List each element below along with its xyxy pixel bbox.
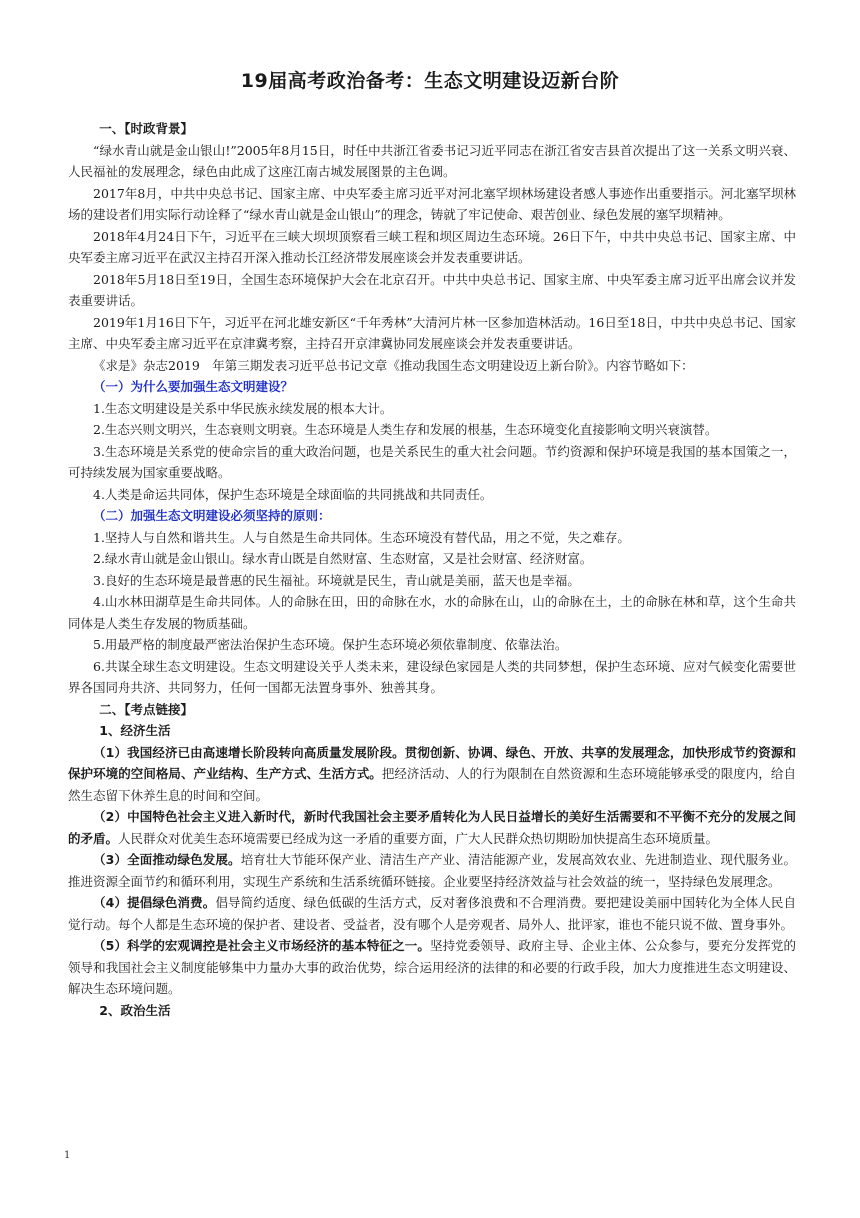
economy-point xyxy=(68,935,796,1000)
economy-point xyxy=(68,892,796,935)
economy-point xyxy=(68,849,796,892)
economy-point-bold: （2）中国特色社会主义进入新时代，新时代我国社会主要矛盾转化为人民日益增长的美好生活需要和不平衡不充分的发展之间的矛盾。 xyxy=(68,809,796,846)
why-item: 1.生态文明建设是关系中华民族永续发展的根本大计。 xyxy=(93,400,393,416)
principle-item: 3.良好的生态环境是最普惠的民生福祉。环境就是民生，青山就是美丽，蓝天也是幸福。 xyxy=(93,572,580,588)
economy-point-bold: （5）科学的宏观调控是社会主义市场经济的基本特征之一。 xyxy=(93,938,431,953)
principle-item: 4.山水林田湖草是生命共同体。人的命脉在田，田的命脉在水，水的命脉在山，山的命脉在土，土的命脉在林和草，这个生命共同体是人类生存发展的物质基础。 xyxy=(68,594,796,631)
section-heading-links: 二、【考点链接】 xyxy=(99,701,194,717)
economy-point-bold: （1）我国经济已由高速增长阶段转向高质量发展阶段。贯彻创新、协调、绿色、开放、共享的发展理念，加快形成节约资源和保护环境的空间格局、产业结构、生产方式、生活方式。 xyxy=(68,744,796,781)
why-item: 2.生态兴则文明兴，生态衰则文明衰。生态环境是人类生存和发展的根基，生态环境变化直接影响文明兴衰演替。 xyxy=(93,422,718,437)
economy-point-text: 倡导简约适度、绿色低碳的生活方式，反对奢侈浪费和不合理消费。要把建设美丽中国转化为全体人民自觉行动。每个人都是生态环境的保护者、建设者、受益者，没有哪个人是旁观者、局外人、批评家，谁也不能只说不做、置身事外。 xyxy=(68,895,796,932)
background-paragraph: 2017年8月，中共中央总书记、国家主席、中央军委主席习近平对河北塞罕坝林场建设者感人事迹作出重要指示。河北塞罕坝林场的建设者们用实际行动诠释了“绿水青山就是金山银山”的理念，铸就了牢记使命、艰苦创业、绿色发展的塞罕坝精神。 xyxy=(68,185,796,222)
subsection-heading-economy: 1、经济生活 xyxy=(99,723,171,738)
background-paragraph: 2019年1月16日下午，习近平在河北雄安新区“千年秀林”大清河片林一区参加造林活动。16日至18日，中共中央总书记、国家主席、中央军委主席习近平在京津冀考察，主持召开京津冀协同发展座谈会并发表重要讲话。 xyxy=(68,314,796,351)
background-paragraph: “绿水青山就是金山银山!”2005年8月15日，时任中共浙江省委书记习近平同志在浙江省安吉县首次提出了这一关系文明兴衰、人民福祉的发展理念，绿色由此成了这座江南古城发展图景的主色调。 xyxy=(68,142,796,179)
economy-point xyxy=(68,806,796,849)
economy-point-bold: （4）提倡绿色消费。 xyxy=(93,895,216,910)
question-heading-why: （一）为什么要加强生态文明建设？ xyxy=(93,379,294,394)
section-heading-background: 一、【时政背景】 xyxy=(99,121,194,136)
why-item: 4.人类是命运共同体，保护生态环境是全球面临的共同挑战和共同责任。 xyxy=(93,486,493,502)
document-body xyxy=(68,118,796,1021)
principle-item: 5.用最严格的制度最严密法治保护生态环境。保护生态环境必须依靠制度、依靠法治。 xyxy=(93,637,568,652)
why-item: 3.生态环境是关系党的使命宗旨的重大政治问题，也是关系民生的重大社会问题。节约资源和保护环境是我国的基本国策之一，可持续发展为国家重要战略。 xyxy=(68,443,796,480)
question-heading-principles: （二）加强生态文明建设必须坚持的原则： xyxy=(93,508,331,523)
principle-item: 2.绿水青山就是金山银山。绿水青山既是自然财富、生态财富，又是社会财富、经济财富。 xyxy=(93,551,593,566)
page-title: 19届高考政治备考：生态文明建设迈新台阶 xyxy=(240,70,620,92)
background-paragraph: 《求是》杂志2019 年第三期发表习近平总书记文章《推动我国生态文明建设迈上新台阶》。内容节略如下： xyxy=(93,357,694,373)
background-paragraph: 2018年4月24日下午，习近平在三峡大坝坝顶察看三峡工程和坝区周边生态环境。26日下午，中共中央总书记、国家主席、中央军委主席习近平在武汉主持召开深入推动长江经济带发展座谈会并发表重要讲话。 xyxy=(68,228,796,265)
principle-item: 6.共谋全球生态文明建设。生态文明建设关乎人类未来，建设绿色家园是人类的共同梦想，保护生态环境、应对气候变化需要世界各国同舟共济、共同努力，任何一国都无法置身事外、独善其身。 xyxy=(68,658,796,695)
page-number: 1 xyxy=(64,1150,71,1161)
economy-point-text: 培育壮大节能环保产业、清洁生产产业、清洁能源产业，发展高效农业、先进制造业、现代服务业。推进资源全面节约和循环利用，实现生产系统和生活系统循环链接。企业要坚持经济效益与社会效益的统一，坚持绿色发展理念。 xyxy=(68,852,796,889)
principle-item: 1.坚持人与自然和谐共生。人与自然是生命共同体。生态环境没有替代品，用之不觉，失之难存。 xyxy=(93,529,630,545)
subsection-heading-politics: 2、政治生活 xyxy=(99,1002,171,1018)
background-paragraph: 2018年5月18日至19日，全国生态环境保护大会在北京召开。中共中央总书记、国家主席、中央军委主席习近平出席会议并发表重要讲话。 xyxy=(68,271,796,308)
economy-point-text: 人民群众对优美生态环境需要已经成为这一矛盾的重要方面，广大人民群众热切期盼加快提高生态环境质量。 xyxy=(118,830,719,846)
economy-point-text: 坚持党委领导、政府主导、企业主体、公众参与，要充分发挥党的领导和我国社会主义制度能够集中力量办大事的政治优势，综合运用经济的法律的和必要的行政手段，加大力度推进生态文明建设、解决生态环境问题。 xyxy=(68,938,796,996)
economy-point-text: 把经济活动、人的行为限制在自然资源和生态环境能够承受的限度内，给自然生态留下休养生息的时间和空间。 xyxy=(68,766,796,803)
economy-point xyxy=(68,742,796,807)
economy-point-bold: （3）全面推动绿色发展。 xyxy=(93,852,241,867)
